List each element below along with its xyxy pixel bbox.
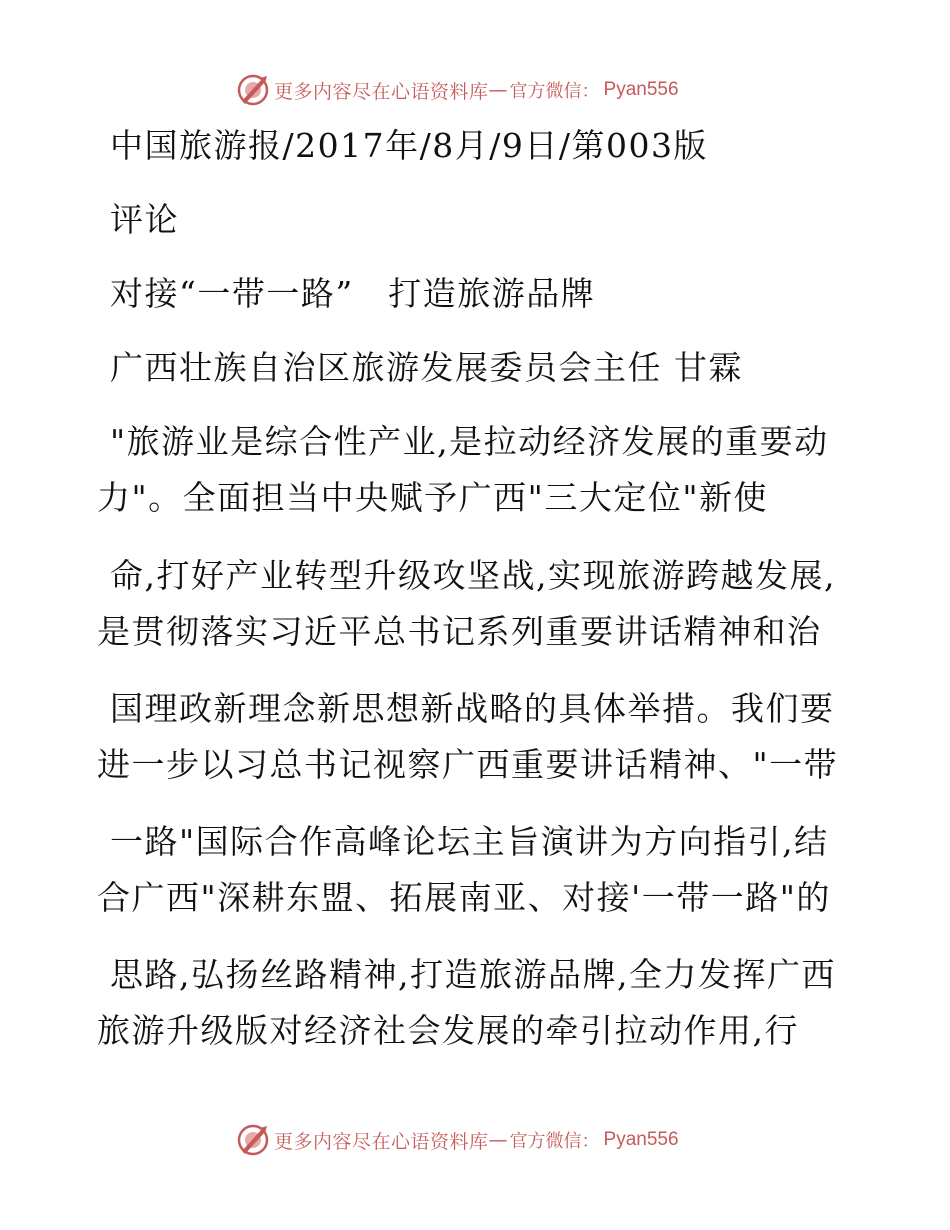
body-line: 合广西"深耕东盟、拓展南亚、对接'一带一路"的 [97, 878, 831, 917]
body-line: 进一步以习总书记视察广西重要讲话精神、"一带 [97, 745, 839, 784]
body-line: "旅游业是综合性产业,是拉动经济发展的重要动 [110, 422, 829, 461]
watermark-text: 更多内容尽在心语资料库 [274, 80, 489, 103]
watermark-separator: — [488, 1129, 508, 1151]
watermark-wechat-id: Pyan556 [603, 1129, 679, 1150]
watermark-wechat-label: 官方微信： [509, 1131, 600, 1152]
body-line: 一路"国际合作高峰论坛主旨演讲为方向指引,结 [110, 822, 829, 861]
watermark-separator: — [488, 79, 508, 101]
body-line: 命,打好产业转型升级攻坚战,实现旅游跨越发展, [110, 556, 836, 595]
body-line: 思路,弘扬丝路精神,打造旅游品牌,全力发挥广西 [110, 955, 836, 994]
watermark-wechat-id: Pyan556 [603, 79, 679, 100]
body-line: 旅游升级版对经济社会发展的牵引拉动作用,行 [97, 1011, 799, 1050]
watermark-wechat-label: 官方微信： [509, 81, 600, 102]
headline: 对接“一带一路” 打造旅游品牌 [110, 274, 596, 313]
watermark-header [236, 72, 679, 108]
body-line: 国理政新理念新思想新战略的具体举措。我们要 [110, 689, 835, 728]
quill-logo-icon [236, 1123, 270, 1157]
body-line: 力"。全面担当中央赋予广西"三大定位"新使 [97, 478, 769, 517]
body-line: 是贯彻落实习近平总书记系列重要讲话精神和治 [97, 612, 822, 651]
watermark-text: 更多内容尽在心语资料库 [274, 1130, 489, 1153]
quill-logo-icon [236, 73, 270, 107]
watermark-footer [236, 1122, 679, 1158]
section-label: 评论 [110, 200, 179, 239]
source-line: 中国旅游报/2017年/8月/9日/第003版 [110, 126, 708, 165]
byline: 广西壮族自治区旅游发展委员会主任 甘霖 [110, 348, 743, 387]
